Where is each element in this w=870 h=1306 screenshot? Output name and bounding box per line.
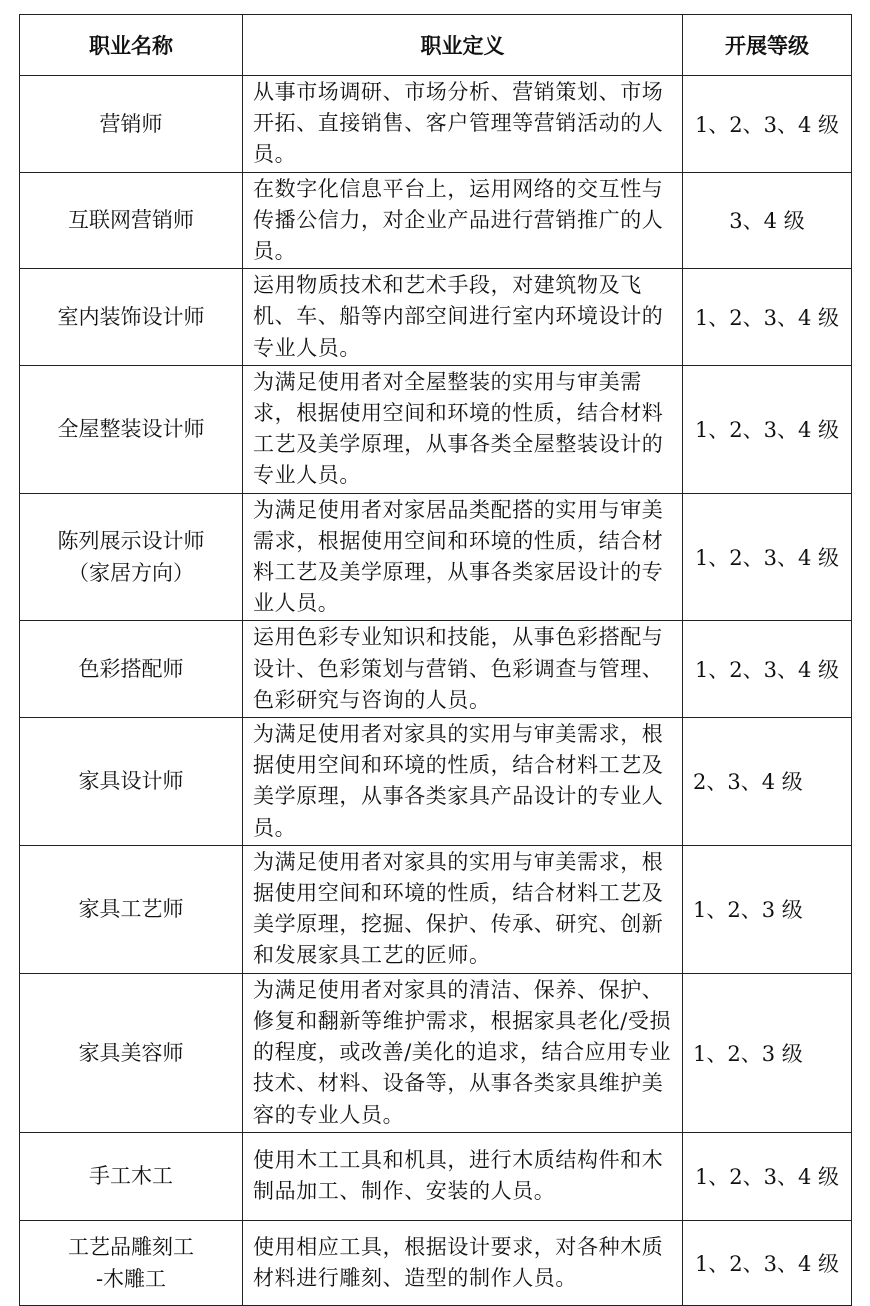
table-row — [20, 172, 852, 269]
occupation-definition: 使用木工工具和机具，进行木质结构件和木制品加工、制作、安装的人员。 — [243, 1132, 683, 1220]
table-row — [20, 1132, 852, 1220]
occupation-definition: 运用色彩专业知识和技能，从事色彩搭配与设计、色彩策划与营销、色彩调查与管理、色彩研究与咨询的人员。 — [243, 621, 683, 718]
header-name: 职业名称 — [20, 15, 243, 76]
occupation-name: 互联网营销师 — [20, 172, 243, 269]
occupation-levels: 1、2、3 级 — [683, 973, 852, 1132]
occupation-name: 营销师 — [20, 76, 243, 173]
header-row — [20, 15, 852, 76]
occupation-name: 工艺品雕刻工 -木雕工 — [20, 1220, 243, 1305]
occupation-definition: 从事市场调研、市场分析、营销策划、市场开拓、直接销售、客户管理等营销活动的人员。 — [243, 76, 683, 173]
occupation-name: 全屋整装设计师 — [20, 365, 243, 493]
occupation-definition: 为满足使用者对家具的实用与审美需求，根据使用空间和环境的性质，结合材料工艺及美学原理，从事各类家具产品设计的专业人员。 — [243, 718, 683, 846]
occupation-name: 手工木工 — [20, 1132, 243, 1220]
occupation-definition: 在数字化信息平台上，运用网络的交互性与传播公信力，对企业产品进行营销推广的人员。 — [243, 172, 683, 269]
occupation-definition: 为满足使用者对家具的实用与审美需求，根据使用空间和环境的性质，结合材料工艺及美学原理，挖掘、保护、传承、研究、创新和发展家具工艺的匠师。 — [243, 845, 683, 973]
header-definition: 职业定义 — [243, 15, 683, 76]
occupation-levels: 3、4 级 — [683, 172, 852, 269]
occupation-definition: 为满足使用者对家具的清洁、保养、保护、修复和翻新等维护需求，根据家具老化/受损的程度，或改善/美化的追求，结合应用专业技术、材料、设备等，从事各类家具维护美容的专业人员。 — [243, 973, 683, 1132]
occupation-name: 家具设计师 — [20, 718, 243, 846]
header-levels: 开展等级 — [683, 15, 852, 76]
table-row — [20, 76, 852, 173]
occupation-name: 色彩搭配师 — [20, 621, 243, 718]
table-row — [20, 718, 852, 846]
table-row — [20, 365, 852, 493]
table-row — [20, 621, 852, 718]
table-row — [20, 493, 852, 621]
occupation-levels: 1、2、3、4 级 — [683, 621, 852, 718]
occupation-name: 室内装饰设计师 — [20, 269, 243, 366]
occupation-definition: 为满足使用者对家居品类配搭的实用与审美需求，根据使用空间和环境的性质，结合材料工艺及美学原理，从事各类家居设计的专业人员。 — [243, 493, 683, 621]
occupation-name: 家具工艺师 — [20, 845, 243, 973]
occupation-levels: 1、2、3、4 级 — [683, 1220, 852, 1305]
occupation-table — [19, 14, 852, 1306]
occupation-levels: 1、2、3、4 级 — [683, 269, 852, 366]
occupation-levels: 2、3、4 级 — [683, 718, 852, 846]
occupation-definition: 为满足使用者对全屋整装的实用与审美需求，根据使用空间和环境的性质，结合材料工艺及美学原理，从事各类全屋整装设计的专业人员。 — [243, 365, 683, 493]
occupation-levels: 1、2、3、4 级 — [683, 76, 852, 173]
occupation-definition: 运用物质技术和艺术手段，对建筑物及飞机、车、船等内部空间进行室内环境设计的专业人员。 — [243, 269, 683, 366]
occupation-levels: 1、2、3、4 级 — [683, 365, 852, 493]
occupation-name: 陈列展示设计师 （家居方向） — [20, 493, 243, 621]
occupation-definition: 使用相应工具，根据设计要求，对各种木质材料进行雕刻、造型的制作人员。 — [243, 1220, 683, 1305]
occupation-levels: 1、2、3、4 级 — [683, 1132, 852, 1220]
table-row — [20, 845, 852, 973]
occupation-name: 家具美容师 — [20, 973, 243, 1132]
table-row — [20, 269, 852, 366]
table-row — [20, 973, 852, 1132]
occupation-levels: 1、2、3、4 级 — [683, 493, 852, 621]
occupation-levels: 1、2、3 级 — [683, 845, 852, 973]
table-row — [20, 1220, 852, 1305]
